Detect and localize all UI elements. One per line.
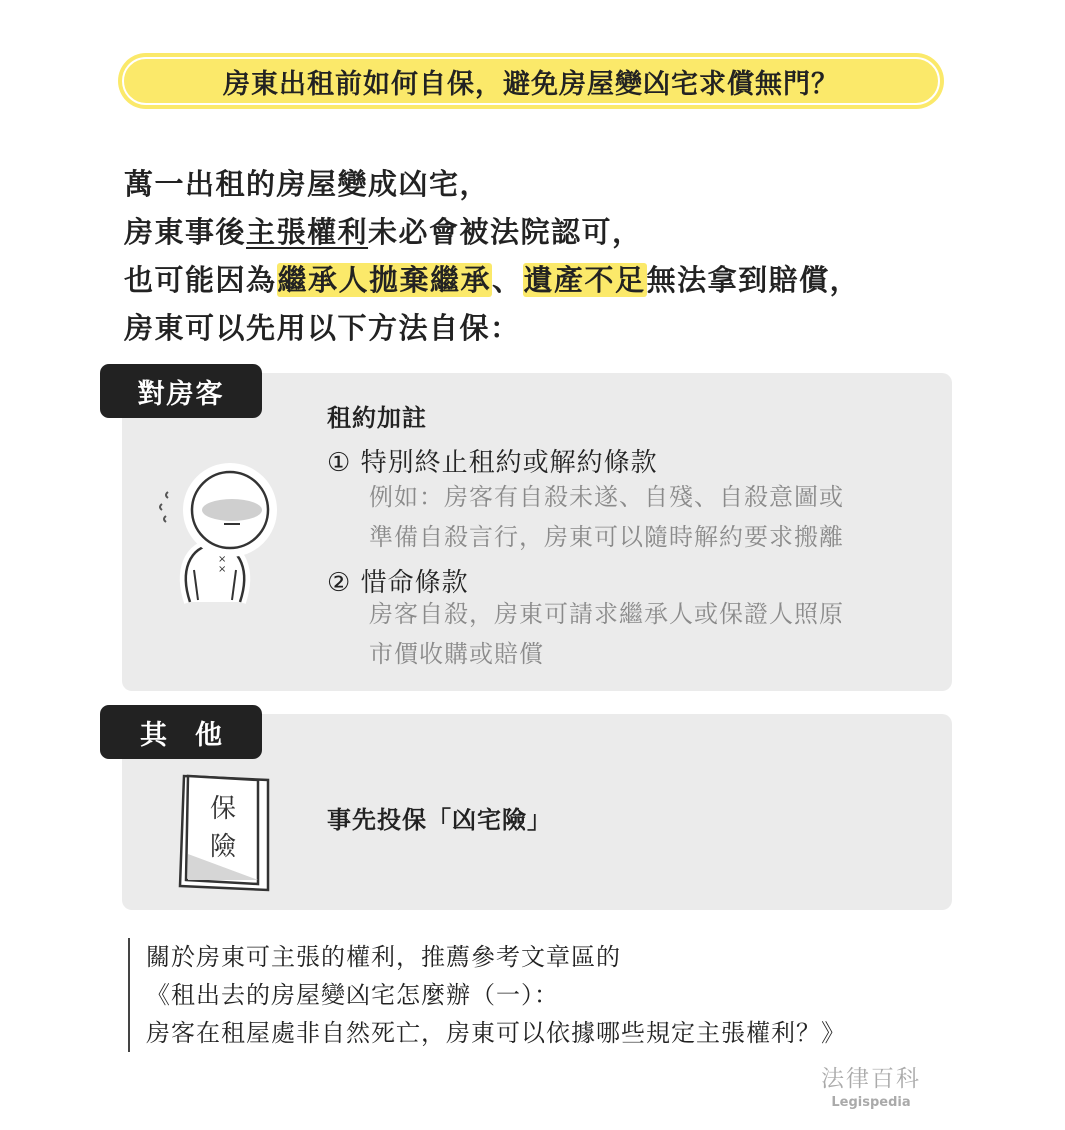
reference-block: [128, 938, 846, 1052]
paper-char-2: 險: [209, 832, 236, 862]
intro-line-3-pre: 也可能因為: [124, 263, 277, 297]
worried-person-icon: [150, 462, 280, 612]
insurance-text: 事先投保「凶宅險」: [327, 806, 552, 834]
termination-desc-line-1: 例如：房客有自殺未遂、自殘、自殺意圖或: [369, 483, 844, 511]
svg-text:×: ×: [218, 564, 227, 575]
lease-clause-heading: 租約加註: [327, 404, 427, 432]
cherish-life-clause-title: ② 惜命條款: [327, 568, 469, 598]
termination-clause-title: ① 特別終止租約或解約條款: [327, 448, 658, 478]
reference-line-2: 《租出去的房屋變凶宅怎麼辦（一）：: [146, 981, 559, 1009]
intro-line-4: 房東可以先用以下方法自保：: [124, 311, 521, 345]
intro-line-3-post: 無法拿到賠償，: [646, 263, 861, 297]
underlined-rights: 主張權利: [246, 215, 369, 249]
insurance-paper-icon: [174, 774, 274, 892]
tenant-tag: 對房客: [100, 364, 262, 418]
highlight-renounce: 繼承人拋棄繼承: [277, 263, 492, 297]
highlight-insufficient-estate: 遺產不足: [523, 263, 646, 297]
paper-char-1: 保: [209, 794, 236, 824]
intro-line-2: [124, 208, 1004, 256]
termination-desc-line-2: 準備自殺言行，房東可以隨時解約要求搬離: [369, 523, 844, 551]
other-tag: 其他: [100, 705, 262, 759]
reference-line-1: 關於房東可主張的權利，推薦參考文章區的: [146, 943, 621, 971]
intro-line-1: 萬一出租的房屋變成凶宅，: [124, 167, 491, 201]
intro-line-2-pre: 房東事後: [124, 215, 247, 249]
svg-text:×: ×: [218, 554, 227, 565]
title-banner: [118, 53, 944, 109]
cherish-life-clause-desc: [369, 594, 844, 674]
intro-line-3: [124, 256, 1004, 304]
termination-clause-desc: [369, 477, 844, 557]
legispedia-logo: [806, 1060, 936, 1110]
intro-line-3-mid: 、: [492, 263, 523, 297]
reference-line-3: 房客在租屋處非自然死亡，房東可以依據哪些規定主張權利？》: [146, 1019, 846, 1047]
cherish-desc-line-2: 市價收購或賠償: [369, 640, 544, 668]
intro-line-2-post: 未必會被法院認可，: [368, 215, 643, 249]
intro-paragraph: [124, 160, 1004, 352]
logo-chinese: 法律百科: [821, 1066, 921, 1092]
logo-english: Legispedia: [831, 1095, 911, 1110]
page-title: 房東出租前如何自保，避免房屋變凶宅求償無門？: [122, 57, 940, 105]
cherish-desc-line-1: 房客自殺，房東可請求繼承人或保證人照原: [369, 600, 844, 628]
